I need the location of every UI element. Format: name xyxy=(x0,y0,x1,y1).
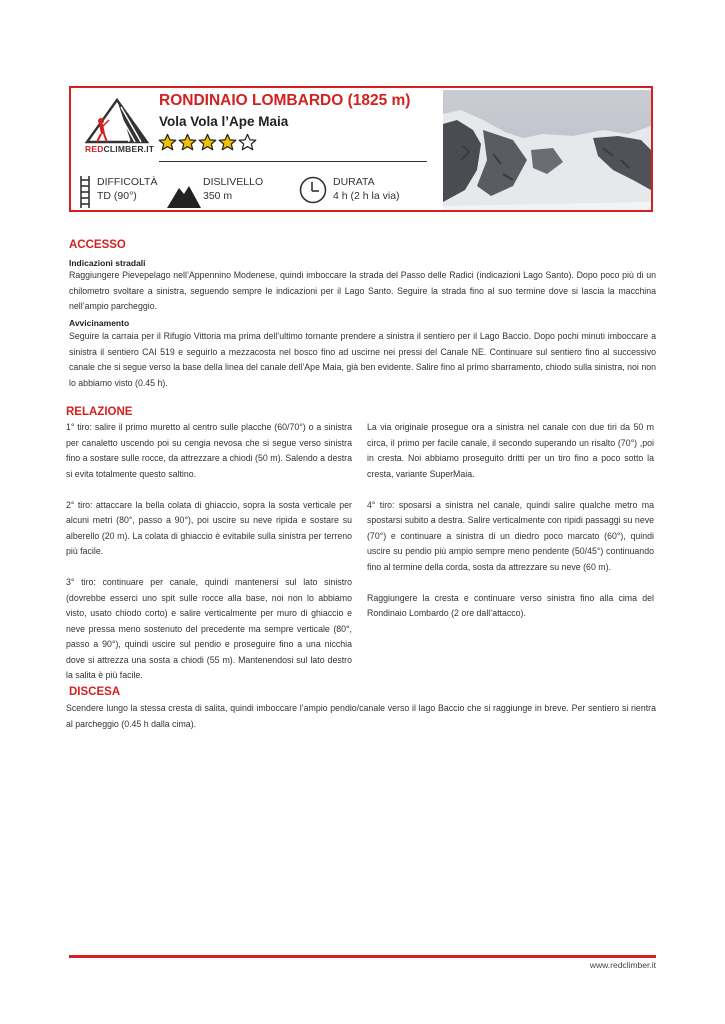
footer-divider xyxy=(69,955,656,958)
duration-value: 4 h (2 h la via) xyxy=(333,190,400,202)
avvicinamento-paragraph: Seguire la carraia per il Rifugio Vittoria ma prima dell’ultimo tornante prendere a sinistra il sentiero per il Lago Baccio. Dopo pochi minuti imboccare a sinistra il sentiero CAI 519 e seguirlo a mezzacosta nel bosco fino ad uscirne nei pressi del Canale NE. Continuare sul sentiero fino al successivo canale che si segue verso la base della linea del canale dell’Ape Maia, già ben evidente. Salire fino al primo sbarramento, chiodo sulla sinistra, noi non lo abbiamo visto (0.45 h). xyxy=(69,331,656,388)
difficulty-value: TD (90°) xyxy=(97,190,137,202)
star-filled-icon xyxy=(158,133,177,152)
discesa-heading: DISCESA xyxy=(69,686,121,698)
brand-wordmark: REDCLIMBER.IT xyxy=(85,144,155,154)
difficulty-label: DIFFICOLTÀ xyxy=(97,176,158,188)
mountain-icon xyxy=(167,180,201,208)
summit-paragraph: Raggiungere la cresta e continuare verso sinistra fino alla cima del Rondinaio Lombardo (2 ore dall’attacco). xyxy=(367,592,654,618)
pitch-1-paragraph: 1° tiro: salire il primo muretto al centro sulle placche (60/70°) o a sinistra per canaletto uscendo poi su cengia nevosa che si segue verso sinistra fino a sostare sulle rocce, da attrezzare a chiodi (50 m). Salendo a destra si evita totalmente questo saltino. xyxy=(66,422,352,479)
elevation-stat xyxy=(203,175,263,203)
relazione-right-column xyxy=(367,420,654,637)
original-route-paragraph: La via originale prosegue ora a sinistra nel canale con due tiri da 50 m circa, il primo per facile canale, il secondo superando un risalto (70°) ,poi in cresta. Noi abbiamo proseguito dritti per un tiro fino a poco sotto la cresta, variante SuperMaia. xyxy=(367,422,654,479)
header-divider xyxy=(159,161,427,162)
ladder-icon xyxy=(79,176,91,208)
pitch-2-paragraph: 2° tiro: attaccare la bella colata di ghiaccio, sopra la sosta verticale per alcuni metri (80°, passo a 90°), poi uscire su neve ripida e sostare su alberello (20 m). La colata di ghiaccio è evitabile sulla sinistra per terreno più facile. xyxy=(66,499,352,556)
elevation-value: 350 m xyxy=(203,190,233,202)
duration-label: DURATA xyxy=(333,176,375,188)
duration-stat xyxy=(333,175,400,203)
avvicinamento-subheading: Avvicinamento xyxy=(69,318,130,328)
accesso-heading: ACCESSO xyxy=(69,239,126,251)
relazione-left-column xyxy=(66,420,352,699)
star-filled-icon xyxy=(178,133,197,152)
indicazioni-subheading: Indicazioni stradali xyxy=(69,258,146,268)
relazione-heading: RELAZIONE xyxy=(66,406,133,418)
route-photo xyxy=(443,90,651,210)
footer-website-link[interactable]: www.redclimber.it xyxy=(589,960,656,970)
star-empty-icon xyxy=(238,133,257,152)
indicazioni-paragraph: Raggiungere Pievepelago nell’Appennino Modenese, quindi imboccare la strada del Passo delle Radici (indicazioni Lago Santo). Dopo poco più di un chilometro svoltare a sinistra, seguendo sempre le indicazioni per il Lago Santo. Seguire la strada fino al suo termine dove si lascia la macchina nell’ampio parcheggio. xyxy=(69,270,656,311)
route-header-card xyxy=(69,86,653,212)
star-filled-icon xyxy=(218,133,237,152)
route-subtitle: Vola Vola l’Ape Maia xyxy=(159,114,289,129)
clock-icon xyxy=(299,176,327,204)
route-title: RONDINAIO LOMBARDO (1825 m) xyxy=(159,92,411,109)
star-filled-icon xyxy=(198,133,217,152)
pitch-4-paragraph: 4° tiro: sposarsi a sinistra nel canale, quindi salire qualche metro ma spostarsi subito a destra. Salire verticalmente con ripidi passaggi su neve (70°) e continuare a sinistra di un diedro poco marcato (60°), quindi uscire su pendio più ampio sempre meno pendente (50/45°) continuando fino al termine della corda, sosta da attrezzare su neve (60 m). xyxy=(367,499,654,572)
pitch-3-paragraph: 3° tiro: continuare per canale, quindi mantenersi sul lato sinistro (dovrebbe esserci uno spit sulle rocce alla base, noi non lo abbiamo visto, usato chiodo corto) e salire verticalmente per muro di ghiaccio e neve pressa meno sostenuto del precedente ma sempre verticale (80°, passo a 90°), quindi uscire sul pendio e proseguire fino a una nicchia dove si attrezza una sosta a chiodi (55 m). Mantenendosi sul lato destro la salita è più facile. xyxy=(66,577,352,680)
difficulty-stat xyxy=(97,175,157,203)
elevation-label: DISLIVELLO xyxy=(203,176,264,188)
discesa-paragraph: Scendere lungo la stessa cresta di salita, quindi imboccare l’ampio pendio/canale verso il lago Baccio che si raggiunge in breve. Per sentiero si rientra al parcheggio (0.45 h dalla cima). xyxy=(66,703,656,729)
rating-stars xyxy=(158,133,257,152)
